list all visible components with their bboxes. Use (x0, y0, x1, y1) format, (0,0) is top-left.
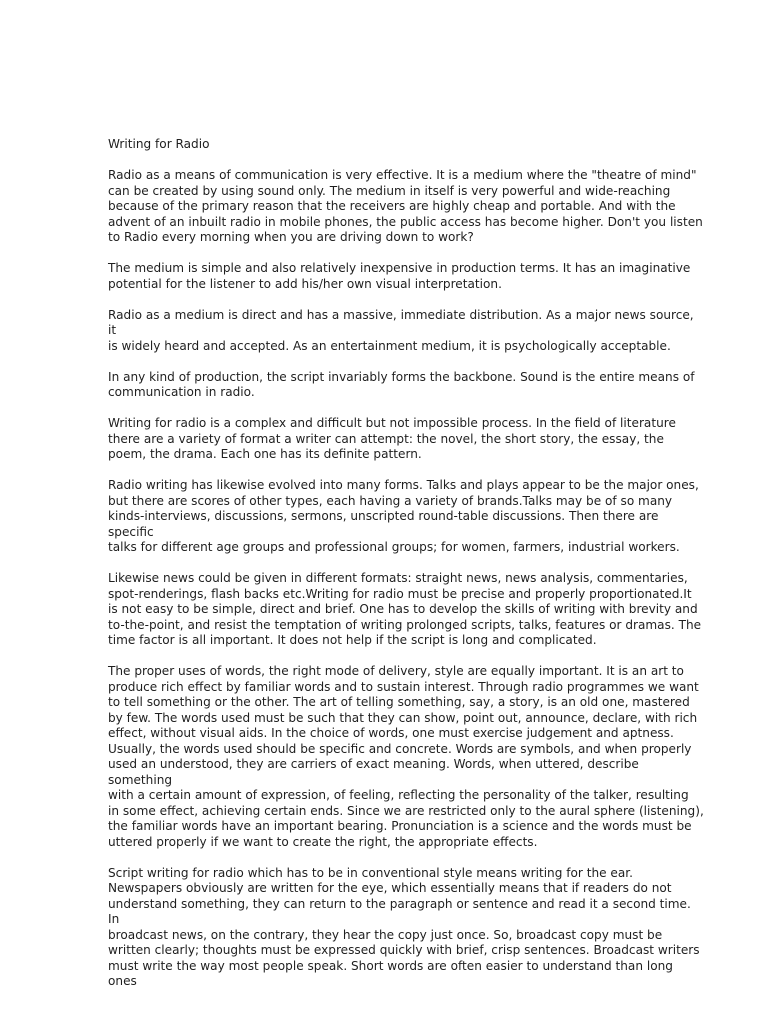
paragraph-1: Radio as a means of communication is very effective. It is a medium where the "theatre of mind" can be created by using sound only. The medium in itself is very powerful and wide-reaching because of the primary reason that the receivers are highly cheap and portable. And with the advent of an inbuilt radio in mobile phones, the public access has become higher. Don't you listen to Radio every morning when you are driving down to work? (108, 168, 703, 244)
paragraph-2: The medium is simple and also relatively inexpensive in production terms. It has an imaginative potential for the listener to add his/her own visual interpretation. (108, 261, 691, 291)
document-page (108, 137, 704, 988)
paragraph-5: Writing for radio is a complex and difficult but not impossible process. In the field of literature there are a variety of format a writer can attempt: the novel, the short story, the essay, the poem, the drama. Each one has its definite pattern. (108, 416, 676, 461)
paragraph-9: Script writing for radio which has to be in conventional style means writing for the ear. Newspapers obviously are written for the eye, which essentially means that if readers do not understand something, they can return to the paragraph or sentence and read it a second time. In broadcast news, on the contrary, they hear the copy just once. So, broadcast copy must be written clearly; thoughts must be expressed quickly with brief, crisp sentences. Broadcast writers must write the way most people speak. Short words are often easier to understand than long ones (108, 865, 700, 988)
paragraph-4: In any kind of production, the script invariably forms the backbone. Sound is the entire means of communication in radio. (108, 369, 695, 399)
paragraph-8: The proper uses of words, the right mode of delivery, style are equally important. It is an art to produce rich effect by familiar words and to sustain interest. Through radio programmes we want to tell something or the other. The art of telling something, say, a story, is an old one, mastered by few. The words used must be such that they can show, point out, announce, declare, with rich effect, without visual aids. In the choice of words, one must exercise judgement and aptness. Usually, the words used should be specific and concrete. Words are symbols, and when properly used an understood, they are carriers of exact meaning. Words, when uttered, describe something with a certain amount of expression, of feeling, reflecting the personality of the talker, resulting in some effect, achieving certain ends. Since we are restricted only to the aural sphere (listening), the familiar words have an important bearing. Pronunciation is a science and the words must be uttered properly if we want to create the right, the appropriate effects. (108, 664, 704, 849)
document-title: Writing for Radio (108, 137, 210, 151)
paragraph-6: Radio writing has likewise evolved into many forms. Talks and plays appear to be the major ones, but there are scores of other types, each having a variety of brands.Talks may be of so many kinds-interviews, discussions, sermons, unscripted round-table discussions. Then there are specific talks for different age groups and professional groups; for women, farmers, industrial workers. (108, 478, 699, 554)
paragraph-3: Radio as a medium is direct and has a massive, immediate distribution. As a major news source, it is widely heard and accepted. As an entertainment medium, it is psychologically acceptable. (108, 307, 694, 353)
paragraph-7: Likewise news could be given in different formats: straight news, news analysis, commentaries, spot-renderings, flash backs etc.Writing for radio must be precise and properly proportionated.It is not easy to be simple, direct and brief. One has to develop the skills of writing with brevity and to-the-point, and resist the temptation of writing prolonged scripts, talks, features or dramas. The time factor is all important. It does not help if the script is long and complicated. (108, 571, 702, 647)
